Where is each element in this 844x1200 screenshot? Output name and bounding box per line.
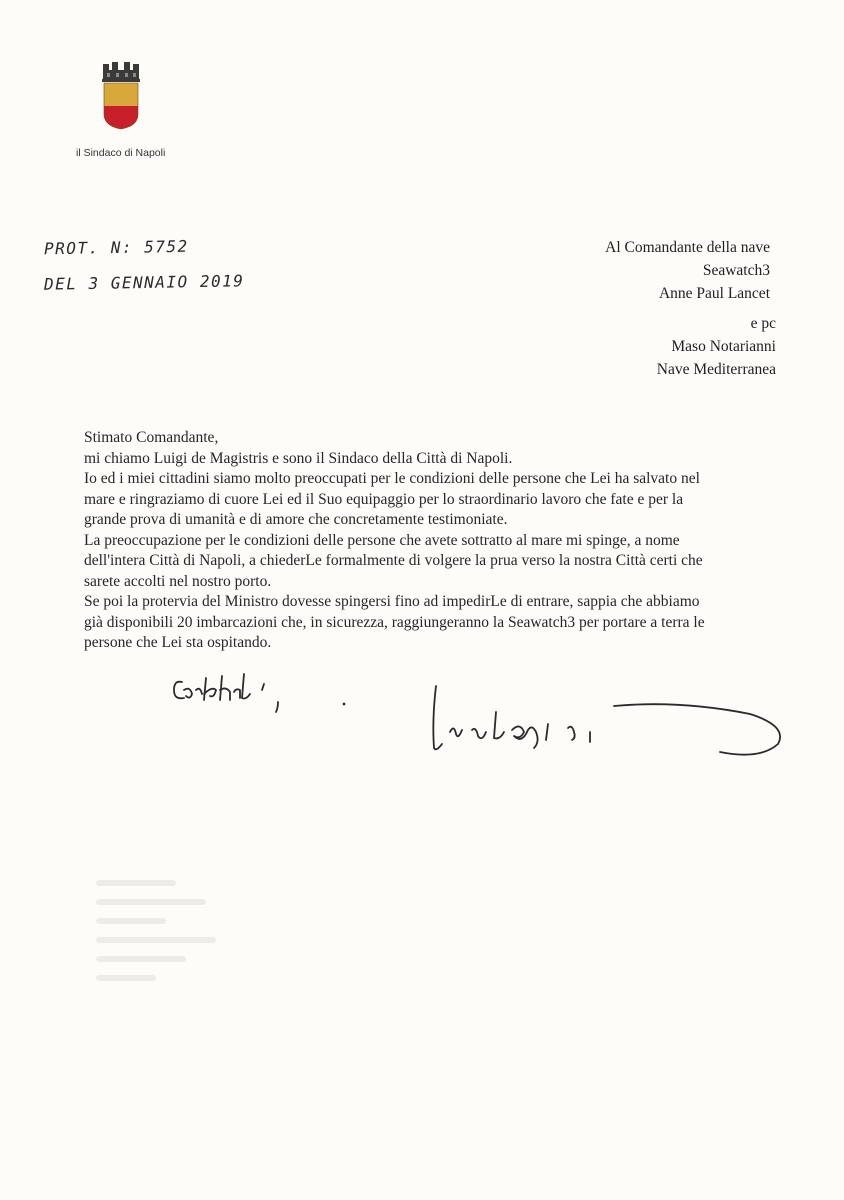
body-line: già disponibili 20 imbarcazioni che, in sicurezza, raggiungeranno la Seawatch3 per portare a terra le xyxy=(84,613,705,631)
recipient-line: Seawatch3 xyxy=(702,262,770,279)
recipient-line: Anne Paul Lancet xyxy=(658,285,770,302)
cc-line: Maso Notarianni xyxy=(671,338,776,355)
protocol-number: PROT. N: 5752 xyxy=(43,236,189,259)
body-line: Io ed i miei cittadini siamo molto preoccupati per le condizioni delle persone che Lei ha salvato nel xyxy=(84,470,700,487)
letter-body xyxy=(84,428,784,654)
faded-footer-block xyxy=(96,880,236,1010)
body-line: La preoccupazione per le condizioni delle persone che avete sottratto al mare mi spinge, a nome xyxy=(84,531,680,549)
salutation: Stimato Comandante, xyxy=(84,429,219,446)
letterhead-caption: il Sindaco di Napoli xyxy=(76,147,166,159)
recipient-line: Al Comandante della nave xyxy=(605,239,770,256)
cc-label: e pc xyxy=(750,315,776,332)
napoli-crest-icon xyxy=(99,62,143,130)
recipient-block xyxy=(605,236,770,305)
body-line: dell'intera Città di Napoli, a chiederLe formalmente di volgere la prua verso la nostra Città certi che xyxy=(84,552,703,569)
cc-block xyxy=(657,312,776,381)
body-line: grande prova di umanità e di amore che concretamente testimoniate. xyxy=(84,511,508,528)
handwritten-signature xyxy=(160,660,800,770)
body-line: mare e ringraziamo di cuore Lei ed il Suo equipaggio per lo straordinario lavoro che fate e per la xyxy=(84,490,684,508)
cc-line: Nave Mediterranea xyxy=(656,361,776,378)
body-line: mi chiamo Luigi de Magistris e sono il Sindaco della Città di Napoli. xyxy=(84,449,513,467)
body-line: sarete accolti nel nostro porto. xyxy=(84,572,272,590)
body-line: Se poi la protervia del Ministro dovesse spingersi fino ad impedirLe di entrare, sappia che abbiamo xyxy=(84,593,700,610)
body-line: persone che Lei sta ospitando. xyxy=(84,634,272,651)
protocol-date: DEL 3 GENNAIO 2019 xyxy=(43,271,245,294)
